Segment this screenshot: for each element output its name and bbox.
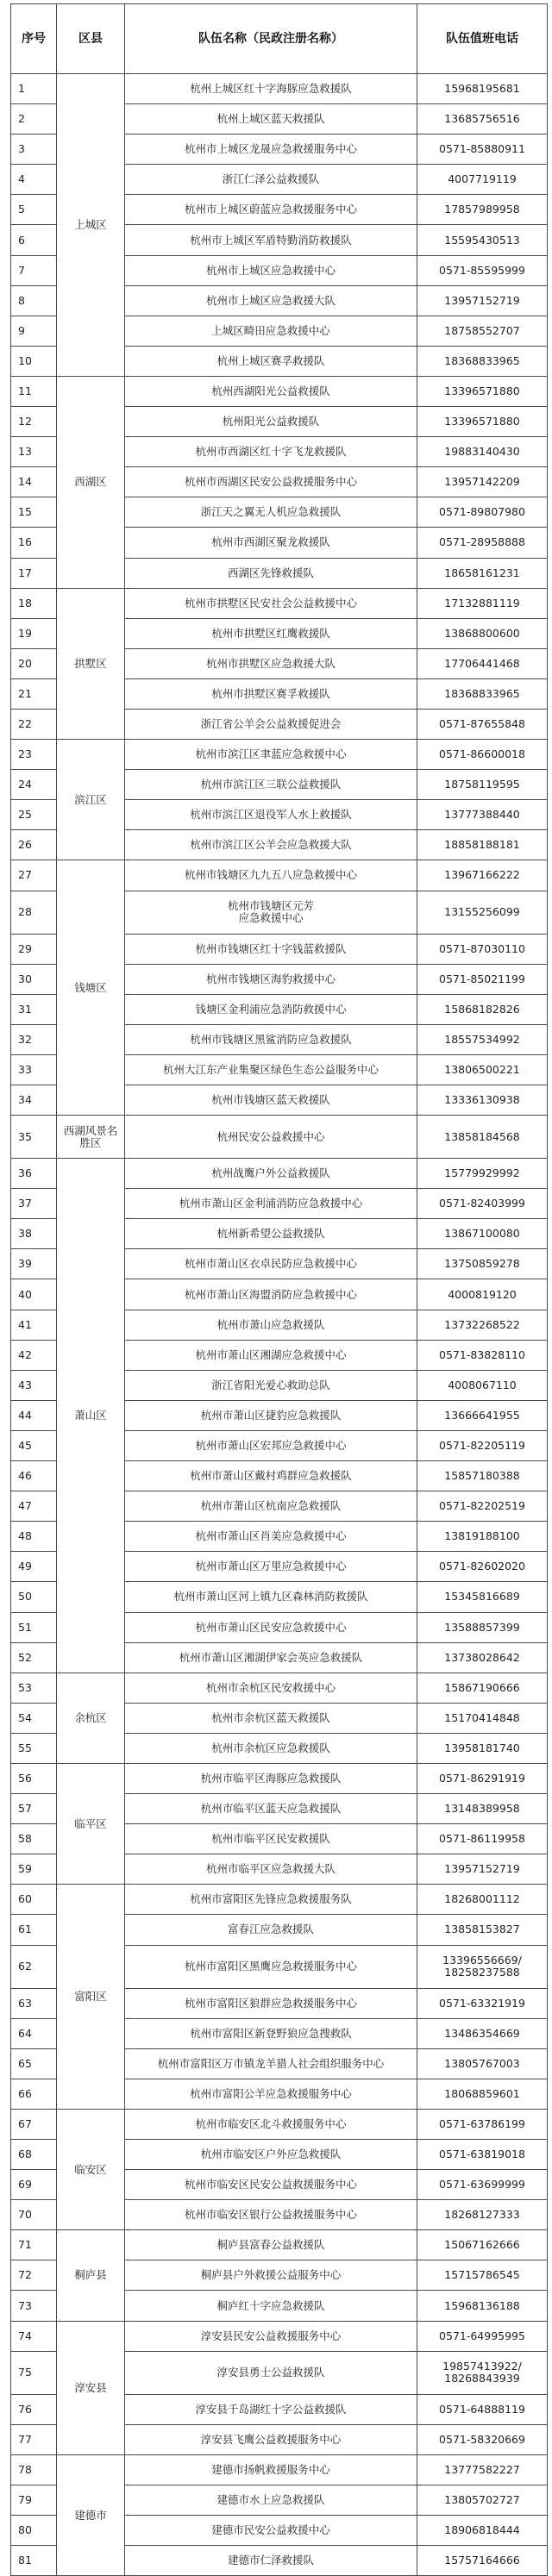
row-number: 58 <box>11 1824 57 1854</box>
row-number: 10 <box>11 346 57 376</box>
phone-cell: 15868182826 <box>417 994 548 1024</box>
team-name-cell: 杭州市拱墅区民安社会公益救援中心 <box>125 588 417 618</box>
row-number: 56 <box>11 1763 57 1793</box>
team-name-cell: 杭州市临平区应急救援大队 <box>125 1854 417 1885</box>
team-name-cell: 杭州市滨江区聿蓝应急救援中心 <box>125 740 417 770</box>
phone-cell: 13588857399 <box>417 1612 548 1642</box>
county-cell: 建德市 <box>57 2454 125 2575</box>
phone-cell: 0571-82403999 <box>417 1189 548 1219</box>
row-number: 12 <box>11 407 57 437</box>
team-name-cell: 杭州市滨江区公羊会应急救援大队 <box>125 830 417 860</box>
phone-cell: 0571-85880911 <box>417 134 548 165</box>
phone-cell: 0571-28958888 <box>417 528 548 558</box>
row-number: 81 <box>11 2546 57 2576</box>
county-cell: 上城区 <box>57 74 125 377</box>
phone-cell: 19883140430 <box>417 437 548 467</box>
phone-cell: 15595430513 <box>417 225 548 255</box>
team-name-cell: 杭州市拱墅区赛孚救援队 <box>125 678 417 709</box>
phone-cell: 0571-63321919 <box>417 1988 548 2018</box>
row-number: 20 <box>11 648 57 678</box>
row-number: 67 <box>11 2109 57 2139</box>
team-name-cell: 杭州市钱塘区黑鲨消防应急救援队 <box>125 1024 417 1054</box>
row-number: 75 <box>11 2351 57 2394</box>
phone-cell: 15715786545 <box>417 2260 548 2291</box>
phone-cell: 0571-86119958 <box>417 1824 548 1854</box>
row-number: 30 <box>11 964 57 994</box>
table-row <box>11 1673 548 1703</box>
team-name-cell: 杭州市萧山区衣卓民防应急救援中心 <box>125 1249 417 1279</box>
header-county: 区县 <box>57 4 125 74</box>
phone-cell: 13957152719 <box>417 1854 548 1885</box>
county-cell: 淳安县 <box>57 2321 125 2454</box>
team-name-cell: 杭州市余杭区应急救援队 <box>125 1733 417 1763</box>
team-name-cell: 杭州市临平区蓝天应急救援队 <box>125 1794 417 1824</box>
row-number: 25 <box>11 800 57 830</box>
phone-cell: 17706441468 <box>417 648 548 678</box>
phone-cell: 18658161231 <box>417 558 548 588</box>
team-name-cell: 杭州市钱塘区蓝天救援队 <box>125 1085 417 1116</box>
team-name-cell: 杭州上城区蓝天救援队 <box>125 104 417 134</box>
phone-cell: 4000819120 <box>417 1279 548 1310</box>
row-number: 15 <box>11 497 57 528</box>
row-number: 51 <box>11 1612 57 1642</box>
row-number: 72 <box>11 2260 57 2291</box>
team-name-cell: 杭州市西湖区聚龙救援队 <box>125 528 417 558</box>
row-number: 28 <box>11 891 57 934</box>
row-number: 43 <box>11 1370 57 1400</box>
team-name-cell: 淳安县勇士公益救援队 <box>125 2351 417 2394</box>
team-name-cell: 桐庐县户外救援公益服务中心 <box>125 2260 417 2291</box>
row-number: 59 <box>11 1854 57 1885</box>
team-name-cell: 杭州市上城区龙晟应急救援服务中心 <box>125 134 417 165</box>
row-number: 50 <box>11 1582 57 1612</box>
team-name-cell: 西湖区先锋救援队 <box>125 558 417 588</box>
phone-cell: 13685756516 <box>417 104 548 134</box>
county-cell: 西湖风景名胜区 <box>57 1116 125 1159</box>
team-name-cell: 杭州市萧山区捷豹应急救援队 <box>125 1400 417 1430</box>
team-name-cell: 建德市民安公益救援中心 <box>125 2516 417 2546</box>
team-name-cell: 杭州市滨江区退役军人水上救援队 <box>125 800 417 830</box>
team-name-cell: 杭州民安公益救援中心 <box>125 1116 417 1159</box>
row-number: 65 <box>11 2048 57 2079</box>
team-name-cell: 杭州大江东产业集聚区绿色生态公益服务中心 <box>125 1054 417 1085</box>
team-name-cell: 杭州上城区红十字海豚应急救援队 <box>125 74 417 104</box>
team-name-cell: 杭州市西湖区民安公益救援服务中心 <box>125 467 417 497</box>
team-name-cell: 杭州市萧山区戴村鸡群应急救援队 <box>125 1461 417 1491</box>
table-row <box>11 740 548 770</box>
team-name-cell: 杭州市临平区民安救援队 <box>125 1824 417 1854</box>
phone-cell: 13396556669/ 18258237588 <box>417 1945 548 1988</box>
row-number: 19 <box>11 618 57 648</box>
phone-cell: 0571-64888119 <box>417 2394 548 2424</box>
phone-cell: 15757164666 <box>417 2546 548 2576</box>
row-number: 69 <box>11 2170 57 2200</box>
phone-cell: 0571-87030110 <box>417 934 548 964</box>
row-number: 49 <box>11 1552 57 1582</box>
row-number: 5 <box>11 195 57 225</box>
phone-cell: 13805702727 <box>417 2485 548 2515</box>
header-phone: 队伍值班电话 <box>417 4 548 74</box>
row-number: 35 <box>11 1116 57 1159</box>
row-number: 55 <box>11 1733 57 1763</box>
row-number: 38 <box>11 1219 57 1249</box>
phone-cell: 18557534992 <box>417 1024 548 1054</box>
team-name-cell: 杭州市临安区银行公益救援服务中心 <box>125 2200 417 2230</box>
team-name-cell: 杭州新希望公益救援队 <box>125 1219 417 1249</box>
table-row <box>11 2454 548 2485</box>
phone-cell: 13958181740 <box>417 1733 548 1763</box>
team-name-cell: 建德市仁泽救援队 <box>125 2546 417 2576</box>
rescue-team-table <box>10 3 548 2576</box>
team-name-cell: 上城区畸田应急救援中心 <box>125 316 417 346</box>
row-number: 57 <box>11 1794 57 1824</box>
team-name-cell: 杭州市富阳区黑鹰应急救援服务中心 <box>125 1945 417 1988</box>
phone-cell: 18268127333 <box>417 2200 548 2230</box>
team-name-cell: 钱塘区金利浦应急消防救援中心 <box>125 994 417 1024</box>
row-number: 6 <box>11 225 57 255</box>
phone-cell: 15857180388 <box>417 1461 548 1491</box>
row-number: 79 <box>11 2485 57 2515</box>
table-row <box>11 588 548 618</box>
team-name-cell: 杭州市富阳公羊应急救援服务中心 <box>125 2079 417 2109</box>
row-number: 11 <box>11 376 57 406</box>
row-number: 41 <box>11 1310 57 1340</box>
row-number: 45 <box>11 1430 57 1460</box>
team-name-cell: 杭州市萧山区杭南应急救援队 <box>125 1491 417 1522</box>
row-number: 36 <box>11 1159 57 1189</box>
table-row <box>11 1885 548 1915</box>
phone-cell: 18906818444 <box>417 2516 548 2546</box>
phone-cell: 15779929992 <box>417 1159 548 1189</box>
county-cell: 临安区 <box>57 2109 125 2229</box>
team-name-cell: 富春江应急救援队 <box>125 1915 417 1945</box>
row-number: 13 <box>11 437 57 467</box>
team-name-cell: 杭州市上城区蔚蓝应急救援服务中心 <box>125 195 417 225</box>
row-number: 61 <box>11 1915 57 1945</box>
team-name-cell: 杭州战鹰户外公益救援队 <box>125 1159 417 1189</box>
team-name-cell: 淳安县千岛湖红十字公益救援队 <box>125 2394 417 2424</box>
team-name-cell: 建德市扬帆救援服务中心 <box>125 2454 417 2485</box>
county-cell: 临平区 <box>57 1763 125 1884</box>
row-number: 71 <box>11 2230 57 2260</box>
row-number: 2 <box>11 104 57 134</box>
phone-cell: 0571-86291919 <box>417 1763 548 1793</box>
team-name-cell: 杭州市萧山区海盟消防应急救援中心 <box>125 1279 417 1310</box>
row-number: 21 <box>11 678 57 709</box>
phone-cell: 13819188100 <box>417 1522 548 1552</box>
header-team-name: 队伍名称（民政注册名称） <box>125 4 417 74</box>
phone-cell: 13666641955 <box>417 1400 548 1430</box>
team-name-cell: 杭州市钱塘区九九五八应急救援中心 <box>125 860 417 891</box>
table-row <box>11 1159 548 1189</box>
row-number: 80 <box>11 2516 57 2546</box>
row-number: 3 <box>11 134 57 165</box>
phone-cell: 0571-89807980 <box>417 497 548 528</box>
team-name-cell: 建德市水上应急救援队 <box>125 2485 417 2515</box>
phone-cell: 13486354669 <box>417 2018 548 2048</box>
row-number: 37 <box>11 1189 57 1219</box>
county-cell: 桐庐县 <box>57 2230 125 2321</box>
table-header-row <box>11 4 548 74</box>
county-cell: 西湖区 <box>57 376 125 588</box>
phone-cell: 13396571880 <box>417 407 548 437</box>
phone-cell: 13805767003 <box>417 2048 548 2079</box>
team-name-cell: 杭州市富阳区万市镇龙羊猎人社会组织服务中心 <box>125 2048 417 2079</box>
phone-cell: 4007719119 <box>417 165 548 195</box>
team-name-cell: 杭州市西湖区红十字飞龙救援队 <box>125 437 417 467</box>
row-number: 31 <box>11 994 57 1024</box>
row-number: 1 <box>11 74 57 104</box>
team-name-cell: 杭州市拱墅区应急救援大队 <box>125 648 417 678</box>
row-number: 66 <box>11 2079 57 2109</box>
team-name-cell: 杭州市萧山区民安应急救援中心 <box>125 1612 417 1642</box>
header-seq: 序号 <box>11 4 57 74</box>
team-name-cell: 杭州市萧山应急救援队 <box>125 1310 417 1340</box>
table-row <box>11 2109 548 2139</box>
phone-cell: 13777582227 <box>417 2454 548 2485</box>
phone-cell: 0571-58320669 <box>417 2424 548 2454</box>
team-name-cell: 浙江仁泽公益救援队 <box>125 165 417 195</box>
phone-cell: 0571-86600018 <box>417 740 548 770</box>
team-name-cell: 杭州市临安区户外应急救援队 <box>125 2140 417 2170</box>
table-row <box>11 860 548 891</box>
phone-cell: 0571-63786199 <box>417 2109 548 2139</box>
phone-cell: 13858184568 <box>417 1116 548 1159</box>
row-number: 47 <box>11 1491 57 1522</box>
row-number: 4 <box>11 165 57 195</box>
phone-cell: 0571-82602020 <box>417 1552 548 1582</box>
row-number: 60 <box>11 1885 57 1915</box>
phone-cell: 13967166222 <box>417 860 548 891</box>
team-name-cell: 浙江天之翼无人机应急救援队 <box>125 497 417 528</box>
team-name-cell: 杭州阳光公益救援队 <box>125 407 417 437</box>
row-number: 53 <box>11 1673 57 1703</box>
phone-cell: 18758552707 <box>417 316 548 346</box>
table-row <box>11 2321 548 2351</box>
phone-cell: 13858153827 <box>417 1915 548 1945</box>
team-name-cell: 杭州市临平区海豚应急救援队 <box>125 1763 417 1793</box>
row-number: 16 <box>11 528 57 558</box>
phone-cell: 18368833965 <box>417 678 548 709</box>
team-name-cell: 杭州市萧山区湘湖伊家会英应急救援队 <box>125 1642 417 1673</box>
team-name-cell: 杭州上城区赛孚救援队 <box>125 346 417 376</box>
phone-cell: 18068859601 <box>417 2079 548 2109</box>
county-cell: 钱塘区 <box>57 860 125 1116</box>
row-number: 73 <box>11 2291 57 2321</box>
table-row <box>11 1116 548 1159</box>
phone-cell: 13806500221 <box>417 1054 548 1085</box>
phone-cell: 0571-82205119 <box>417 1430 548 1460</box>
team-name-cell: 杭州市临安区民安公益救援服务中心 <box>125 2170 417 2200</box>
row-number: 29 <box>11 934 57 964</box>
phone-cell: 18858188181 <box>417 830 548 860</box>
table-row <box>11 1763 548 1793</box>
phone-cell: 13867100080 <box>417 1219 548 1249</box>
table-row <box>11 74 548 104</box>
row-number: 23 <box>11 740 57 770</box>
team-name-cell: 杭州市萧山区湘湖应急救援中心 <box>125 1340 417 1370</box>
phone-cell: 0571-64995995 <box>417 2321 548 2351</box>
row-number: 52 <box>11 1642 57 1673</box>
phone-cell: 0571-87655848 <box>417 709 548 739</box>
team-name-cell: 杭州市钱塘区红十字钱蓝救援队 <box>125 934 417 964</box>
row-number: 17 <box>11 558 57 588</box>
phone-cell: 13868800600 <box>417 618 548 648</box>
row-number: 26 <box>11 830 57 860</box>
table-body <box>11 74 548 2576</box>
row-number: 48 <box>11 1522 57 1552</box>
county-cell: 滨江区 <box>57 740 125 860</box>
team-name-cell: 浙江省公羊会公益救援促进会 <box>125 709 417 739</box>
team-name-cell: 淳安县飞鹰公益救援服务中心 <box>125 2424 417 2454</box>
team-name-cell: 杭州市余杭区民安救援中心 <box>125 1673 417 1703</box>
row-number: 27 <box>11 860 57 891</box>
phone-cell: 15968195681 <box>417 74 548 104</box>
phone-cell: 13750859278 <box>417 1249 548 1279</box>
row-number: 74 <box>11 2321 57 2351</box>
row-number: 32 <box>11 1024 57 1054</box>
team-name-cell: 杭州西湖阳光公益救援队 <box>125 376 417 406</box>
team-name-cell: 淳安县民安公益救援服务中心 <box>125 2321 417 2351</box>
phone-cell: 0571-82202519 <box>417 1491 548 1522</box>
row-number: 9 <box>11 316 57 346</box>
county-cell: 萧山区 <box>57 1159 125 1673</box>
team-name-cell: 桐庐县富春公益救援队 <box>125 2230 417 2260</box>
row-number: 63 <box>11 1988 57 2018</box>
team-name-cell: 杭州市萧山区宏邦应急救援中心 <box>125 1430 417 1460</box>
row-number: 77 <box>11 2424 57 2454</box>
row-number: 78 <box>11 2454 57 2485</box>
phone-cell: 18268001112 <box>417 1885 548 1915</box>
row-number: 64 <box>11 2018 57 2048</box>
county-cell: 富阳区 <box>57 1885 125 2110</box>
team-name-cell: 杭州市上城区应急救援中心 <box>125 255 417 285</box>
team-name-cell: 桐庐红十字应急救援队 <box>125 2291 417 2321</box>
phone-cell: 15968136188 <box>417 2291 548 2321</box>
phone-cell: 0571-85021199 <box>417 964 548 994</box>
row-number: 22 <box>11 709 57 739</box>
row-number: 18 <box>11 588 57 618</box>
phone-cell: 17857989958 <box>417 195 548 225</box>
phone-cell: 13732268522 <box>417 1310 548 1340</box>
row-number: 40 <box>11 1279 57 1310</box>
table-row <box>11 2230 548 2260</box>
team-name-cell: 浙江省阳光爱心救助总队 <box>125 1370 417 1400</box>
row-number: 44 <box>11 1400 57 1430</box>
phone-cell: 0571-83828110 <box>417 1340 548 1370</box>
phone-cell: 18368833965 <box>417 346 548 376</box>
phone-cell: 13957142209 <box>417 467 548 497</box>
phone-cell: 18758119595 <box>417 770 548 800</box>
row-number: 8 <box>11 285 57 316</box>
team-name-cell: 杭州市钱塘区海豹救援中心 <box>125 964 417 994</box>
phone-cell: 13957152719 <box>417 285 548 316</box>
phone-cell: 0571-85595999 <box>417 255 548 285</box>
team-name-cell: 杭州市拱墅区红鹰救援队 <box>125 618 417 648</box>
phone-cell: 13738028642 <box>417 1642 548 1673</box>
phone-cell: 17132881119 <box>417 588 548 618</box>
phone-cell: 13148389958 <box>417 1794 548 1824</box>
team-name-cell: 杭州市上城区军盾特勤消防救援队 <box>125 225 417 255</box>
phone-cell: 15867190666 <box>417 1673 548 1703</box>
phone-cell: 15067162666 <box>417 2230 548 2260</box>
phone-cell: 0571-63699999 <box>417 2170 548 2200</box>
phone-cell: 15345816689 <box>417 1582 548 1612</box>
team-name-cell: 杭州市临安区北斗救援服务中心 <box>125 2109 417 2139</box>
phone-cell: 13336130938 <box>417 1085 548 1116</box>
row-number: 7 <box>11 255 57 285</box>
row-number: 39 <box>11 1249 57 1279</box>
row-number: 14 <box>11 467 57 497</box>
team-name-cell: 杭州市萧山区万里应急救援中心 <box>125 1552 417 1582</box>
team-name-cell: 杭州市上城区应急救援大队 <box>125 285 417 316</box>
team-name-cell: 杭州市富阳区先锋应急救援服务队 <box>125 1885 417 1915</box>
team-name-cell: 杭州市富阳区狼群应急救援服务中心 <box>125 1988 417 2018</box>
row-number: 46 <box>11 1461 57 1491</box>
row-number: 42 <box>11 1340 57 1370</box>
team-name-cell: 杭州市钱塘区元芳 应急救援中心 <box>125 891 417 934</box>
row-number: 24 <box>11 770 57 800</box>
phone-cell: 13155256099 <box>417 891 548 934</box>
table-row <box>11 376 548 406</box>
row-number: 76 <box>11 2394 57 2424</box>
row-number: 70 <box>11 2200 57 2230</box>
phone-cell: 15170414848 <box>417 1703 548 1733</box>
row-number: 68 <box>11 2140 57 2170</box>
phone-cell: 4008067110 <box>417 1370 548 1400</box>
row-number: 33 <box>11 1054 57 1085</box>
phone-cell: 19857413922/ 18268843939 <box>417 2351 548 2394</box>
team-name-cell: 杭州市富阳区新登野狼应急搜救队 <box>125 2018 417 2048</box>
phone-cell: 13396571880 <box>417 376 548 406</box>
team-name-cell: 杭州市滨江区三联公益救援队 <box>125 770 417 800</box>
team-name-cell: 杭州市萧山区金利浦消防应急救援中心 <box>125 1189 417 1219</box>
team-name-cell: 杭州市萧山区肖美应急救援中心 <box>125 1522 417 1552</box>
team-name-cell: 杭州市萧山区河上镇九区森林消防救援队 <box>125 1582 417 1612</box>
row-number: 62 <box>11 1945 57 1988</box>
phone-cell: 0571-63819018 <box>417 2140 548 2170</box>
row-number: 54 <box>11 1703 57 1733</box>
phone-cell: 13777388440 <box>417 800 548 830</box>
team-name-cell: 杭州市余杭区蓝天救援队 <box>125 1703 417 1733</box>
row-number: 34 <box>11 1085 57 1116</box>
county-cell: 拱墅区 <box>57 588 125 739</box>
county-cell: 余杭区 <box>57 1673 125 1763</box>
